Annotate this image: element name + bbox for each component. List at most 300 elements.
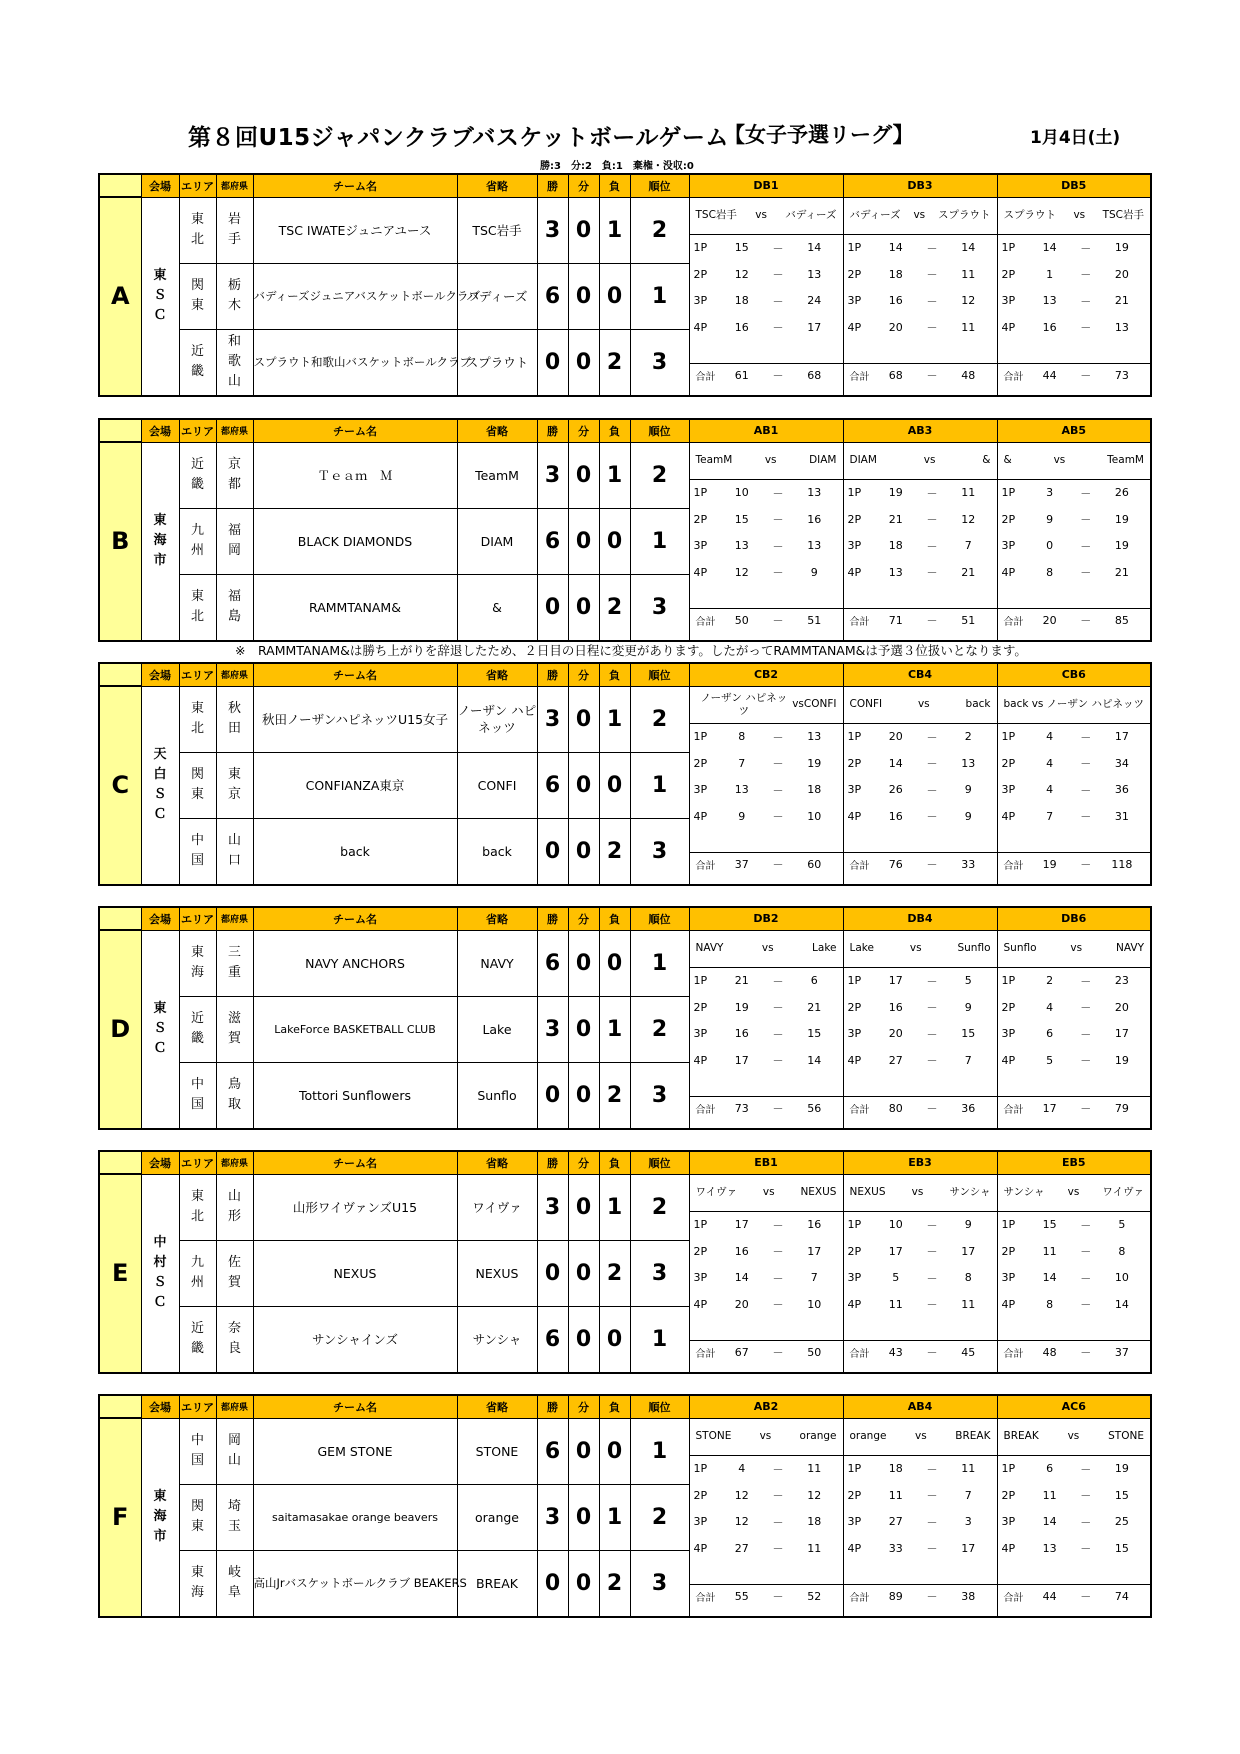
area-cell bbox=[179, 1550, 216, 1617]
standings-table bbox=[98, 418, 1152, 642]
match-matchup bbox=[844, 687, 997, 724]
score-dash: － bbox=[772, 566, 784, 580]
area-cell bbox=[179, 996, 216, 1062]
match-code: AB5 bbox=[997, 419, 1151, 442]
period-label: 3P bbox=[693, 294, 708, 308]
team-row bbox=[99, 197, 1151, 263]
score-dash: － bbox=[926, 1346, 938, 1359]
score-dash: － bbox=[1080, 1271, 1092, 1285]
total-label: 合計 bbox=[1003, 1592, 1024, 1604]
col-abbr: 省略 bbox=[457, 1395, 537, 1418]
pref-char: 滋 bbox=[227, 1011, 241, 1026]
pref-cell bbox=[216, 1174, 253, 1240]
score-dash: － bbox=[1080, 321, 1092, 335]
area-char: 関 bbox=[190, 278, 204, 293]
losses: 0 bbox=[599, 752, 630, 818]
match-matchup bbox=[690, 1175, 843, 1212]
home-period-score: 6 bbox=[1046, 1462, 1054, 1476]
losses: 1 bbox=[599, 1484, 630, 1550]
area-char: 関 bbox=[190, 1499, 204, 1514]
pref-char: 重 bbox=[227, 965, 241, 980]
match-away-team: NAVY bbox=[1116, 942, 1144, 954]
total-score-row bbox=[998, 363, 1151, 387]
period-score-row bbox=[998, 994, 1151, 1021]
match-away-team: & bbox=[982, 454, 991, 466]
event-date: 1月4日(土) bbox=[1030, 128, 1121, 148]
vs-label: vs bbox=[761, 942, 774, 954]
team-rank: 3 bbox=[630, 818, 689, 885]
away-period-score: 19 bbox=[1114, 1053, 1129, 1067]
area-char: 州 bbox=[190, 543, 204, 558]
team-abbr: orange bbox=[457, 1484, 537, 1550]
match-scorecard bbox=[689, 442, 843, 641]
period-score-row bbox=[998, 261, 1151, 288]
pref-char: 福 bbox=[227, 523, 241, 538]
period-score-row bbox=[690, 777, 843, 804]
draws: 0 bbox=[568, 752, 599, 818]
match-scorecard bbox=[689, 197, 843, 396]
away-period-score: 19 bbox=[1114, 1462, 1129, 1476]
period-score-row bbox=[844, 533, 997, 560]
period-score-row bbox=[844, 1535, 997, 1562]
away-period-score: 14 bbox=[807, 1053, 822, 1067]
period-score-row bbox=[844, 1047, 997, 1074]
col-win: 勝 bbox=[537, 907, 568, 930]
col-area: エリア bbox=[179, 419, 216, 442]
away-period-score: 5 bbox=[964, 974, 972, 988]
venue-char: 村 bbox=[153, 1255, 167, 1270]
team-name: back bbox=[253, 818, 457, 885]
away-period-score: 11 bbox=[961, 267, 976, 281]
home-period-score: 16 bbox=[888, 294, 903, 308]
vs-label: vs bbox=[915, 1430, 927, 1442]
team-rank: 2 bbox=[630, 1174, 689, 1240]
period-score-row bbox=[844, 968, 997, 995]
period-label: 4P bbox=[1001, 809, 1016, 823]
total-label: 合計 bbox=[1003, 1348, 1024, 1360]
wins: 6 bbox=[537, 508, 568, 574]
team-abbr: Lake bbox=[457, 996, 537, 1062]
period-label: 2P bbox=[693, 1488, 708, 1502]
wins: 0 bbox=[537, 818, 568, 885]
group-f-standings bbox=[98, 1394, 1150, 1618]
away-period-score: 21 bbox=[961, 565, 976, 579]
match-matchup bbox=[844, 931, 997, 968]
away-period-score: 10 bbox=[1114, 1271, 1129, 1285]
area-cell bbox=[179, 1484, 216, 1550]
col-win: 勝 bbox=[537, 174, 568, 197]
away-total-score: 36 bbox=[961, 1101, 976, 1115]
group-d-standings bbox=[98, 906, 1150, 1130]
area-char: 畿 bbox=[190, 364, 204, 379]
match-matchup bbox=[844, 1175, 997, 1212]
period-label: 2P bbox=[847, 756, 862, 770]
home-period-score: 17 bbox=[734, 1218, 749, 1232]
match-home-team: orange bbox=[849, 1430, 887, 1442]
match-home-team: back bbox=[1003, 698, 1029, 710]
score-dash: － bbox=[1080, 294, 1092, 308]
period-label: 3P bbox=[1001, 539, 1016, 553]
home-period-score: 16 bbox=[734, 1244, 749, 1258]
score-dash: － bbox=[926, 321, 938, 335]
away-period-score: 25 bbox=[1114, 1515, 1129, 1529]
away-period-score: 14 bbox=[807, 241, 822, 255]
home-period-score: 10 bbox=[888, 1218, 903, 1232]
home-period-score: 26 bbox=[888, 783, 903, 797]
score-dash: － bbox=[1080, 566, 1092, 580]
home-period-score: 14 bbox=[1042, 1515, 1057, 1529]
period-score-row bbox=[844, 803, 997, 830]
area-cell bbox=[179, 263, 216, 329]
pref-cell bbox=[216, 263, 253, 329]
match-scorecard bbox=[689, 686, 843, 885]
score-dash: － bbox=[926, 268, 938, 282]
score-dash: － bbox=[772, 1102, 784, 1115]
match-home-team: DIAM bbox=[849, 454, 877, 466]
match-code: AB1 bbox=[689, 419, 843, 442]
wins: 0 bbox=[537, 574, 568, 641]
home-period-score: 8 bbox=[738, 730, 746, 744]
venue-cell bbox=[141, 930, 179, 1129]
match-home-team: NEXUS bbox=[849, 1186, 886, 1198]
score-dash: － bbox=[772, 1218, 784, 1232]
match-code: CB2 bbox=[689, 663, 843, 686]
score-dash: － bbox=[772, 1489, 784, 1503]
venue-cell bbox=[141, 442, 179, 641]
draws: 0 bbox=[568, 686, 599, 752]
pref-char: 島 bbox=[227, 609, 241, 624]
team-rank: 1 bbox=[630, 508, 689, 574]
match-code: DB6 bbox=[997, 907, 1151, 930]
col-pref: 都府県 bbox=[216, 907, 253, 930]
home-period-score: 20 bbox=[888, 320, 903, 334]
home-total-score: 71 bbox=[888, 613, 903, 627]
score-dash: － bbox=[772, 974, 784, 988]
period-label: 1P bbox=[847, 1462, 862, 1476]
col-win: 勝 bbox=[537, 419, 568, 442]
away-total-score: 56 bbox=[807, 1101, 822, 1115]
team-abbr: スプラウト bbox=[457, 329, 537, 396]
pref-char: 山 bbox=[227, 833, 241, 848]
team-rank: 1 bbox=[630, 263, 689, 329]
period-label: 4P bbox=[847, 809, 862, 823]
period-label: 1P bbox=[847, 974, 862, 988]
team-name: CONFIANZA東京 bbox=[253, 752, 457, 818]
area-char: 関 bbox=[190, 767, 204, 782]
match-home-team: & bbox=[1003, 454, 1012, 466]
match-code: DB5 bbox=[997, 174, 1151, 197]
team-name: NAVY ANCHORS bbox=[253, 930, 457, 996]
score-dash: － bbox=[1080, 539, 1092, 553]
period-label: 1P bbox=[1001, 241, 1016, 255]
pref-cell bbox=[216, 442, 253, 508]
away-period-score: 21 bbox=[807, 1000, 822, 1014]
period-label: 1P bbox=[1001, 974, 1016, 988]
home-period-score: 15 bbox=[734, 241, 749, 255]
match-home-team: Sunflo bbox=[1003, 942, 1037, 954]
away-period-score: 24 bbox=[807, 294, 822, 308]
period-score-row bbox=[690, 1265, 843, 1292]
area-char: 北 bbox=[190, 609, 204, 624]
away-period-score: 17 bbox=[807, 1244, 822, 1258]
col-rank: 順位 bbox=[630, 419, 689, 442]
total-label: 合計 bbox=[849, 1348, 870, 1360]
pref-cell bbox=[216, 1062, 253, 1129]
col-team: チーム名 bbox=[253, 419, 457, 442]
area-cell bbox=[179, 197, 216, 263]
away-period-score: 14 bbox=[961, 241, 976, 255]
total-score-row bbox=[844, 852, 997, 876]
vs-label: vs bbox=[1067, 1186, 1080, 1198]
away-period-score: 20 bbox=[1114, 1000, 1129, 1014]
col-loss: 負 bbox=[599, 907, 630, 930]
match-home-team: Lake bbox=[849, 942, 874, 954]
area-char: 中 bbox=[190, 833, 204, 848]
col-team: チーム名 bbox=[253, 1151, 457, 1174]
period-label: 4P bbox=[847, 565, 862, 579]
match-scorecard bbox=[843, 1418, 997, 1617]
vs-label: vs bbox=[913, 209, 926, 221]
group-b-standings bbox=[98, 418, 1150, 642]
wins: 6 bbox=[537, 263, 568, 329]
home-period-score: 15 bbox=[1042, 1218, 1057, 1232]
period-score-row bbox=[998, 1265, 1151, 1292]
area-char: 畿 bbox=[190, 1341, 204, 1356]
period-score-row bbox=[998, 1291, 1151, 1318]
match-away-team: バディーズ bbox=[785, 209, 837, 221]
score-dash: － bbox=[926, 1001, 938, 1015]
venue-char: Ｃ bbox=[153, 1295, 167, 1310]
score-dash: － bbox=[1080, 810, 1092, 824]
period-label: 2P bbox=[1001, 512, 1016, 526]
period-label: 2P bbox=[693, 756, 708, 770]
score-dash: － bbox=[926, 1271, 938, 1285]
away-period-score: 19 bbox=[1114, 241, 1129, 255]
draws: 0 bbox=[568, 996, 599, 1062]
home-period-score: 33 bbox=[888, 1541, 903, 1555]
venue-char: Ｃ bbox=[153, 308, 167, 323]
period-score-row bbox=[998, 480, 1151, 507]
match-code: CB6 bbox=[997, 663, 1151, 686]
period-score-row bbox=[998, 506, 1151, 533]
period-score-row bbox=[844, 1291, 997, 1318]
period-label: 2P bbox=[847, 267, 862, 281]
away-total-score: 118 bbox=[1111, 857, 1133, 871]
away-period-score: 18 bbox=[807, 1515, 822, 1529]
area-cell bbox=[179, 442, 216, 508]
col-pref: 都府県 bbox=[216, 174, 253, 197]
pref-char: 京 bbox=[227, 457, 241, 472]
match-code: EB3 bbox=[843, 1151, 997, 1174]
period-score-row bbox=[690, 480, 843, 507]
home-period-score: 13 bbox=[734, 783, 749, 797]
col-team: チーム名 bbox=[253, 174, 457, 197]
pref-char: 良 bbox=[227, 1341, 241, 1356]
score-dash: － bbox=[926, 783, 938, 797]
venue-char: Ｓ bbox=[153, 1275, 167, 1290]
team-abbr: NEXUS bbox=[457, 1240, 537, 1306]
score-dash: － bbox=[1080, 1462, 1092, 1476]
period-score-row bbox=[998, 1047, 1151, 1074]
period-score-row bbox=[690, 1021, 843, 1048]
team-rank: 2 bbox=[630, 1484, 689, 1550]
vs-label: vs bbox=[762, 1186, 775, 1198]
period-label: 4P bbox=[1001, 1297, 1016, 1311]
pref-char: 岡 bbox=[227, 543, 241, 558]
home-period-score: 3 bbox=[1046, 486, 1054, 500]
team-rank: 1 bbox=[630, 1418, 689, 1484]
losses: 2 bbox=[599, 1550, 630, 1617]
match-matchup bbox=[998, 443, 1151, 480]
period-score-row bbox=[998, 968, 1151, 995]
away-period-score: 17 bbox=[807, 320, 822, 334]
away-period-score: 13 bbox=[807, 539, 822, 553]
period-score-row bbox=[690, 288, 843, 315]
match-away-team: スプラウト bbox=[937, 209, 991, 221]
pref-cell bbox=[216, 1306, 253, 1373]
score-dash: － bbox=[772, 1298, 784, 1312]
total-label: 合計 bbox=[849, 1592, 870, 1604]
match-home-team: BREAK bbox=[1003, 1430, 1039, 1442]
home-period-score: 0 bbox=[1046, 539, 1054, 553]
page-subtitle: 【女子予選リーグ】 bbox=[724, 123, 914, 147]
period-label: 2P bbox=[847, 512, 862, 526]
pref-cell bbox=[216, 818, 253, 885]
score-dash: － bbox=[1080, 614, 1092, 627]
match-scorecard bbox=[997, 197, 1151, 396]
team-name: saitamasakae orange beavers bbox=[253, 1484, 457, 1550]
period-label: 1P bbox=[1001, 1462, 1016, 1476]
period-label: 1P bbox=[847, 486, 862, 500]
away-period-score: 11 bbox=[961, 320, 976, 334]
team-name: GEM STONE bbox=[253, 1418, 457, 1484]
home-total-score: 17 bbox=[1042, 1101, 1057, 1115]
period-label: 2P bbox=[693, 1000, 708, 1014]
home-period-score: 18 bbox=[888, 267, 903, 281]
col-rank: 順位 bbox=[630, 663, 689, 686]
area-char: 近 bbox=[190, 1321, 204, 1336]
area-char: 東 bbox=[190, 212, 204, 227]
period-label: 4P bbox=[693, 1297, 708, 1311]
away-total-score: 38 bbox=[961, 1589, 976, 1603]
away-total-score: 73 bbox=[1114, 368, 1129, 382]
period-score-row bbox=[998, 288, 1151, 315]
home-period-score: 4 bbox=[1046, 730, 1054, 744]
period-score-row bbox=[998, 235, 1151, 262]
match-away-team: Lake bbox=[812, 942, 837, 954]
venue-char: Ｓ bbox=[153, 288, 167, 303]
period-label: 1P bbox=[1001, 486, 1016, 500]
score-dash: － bbox=[772, 513, 784, 527]
period-score-row bbox=[690, 1212, 843, 1239]
match-away-team: back bbox=[965, 698, 991, 710]
match-home-team: STONE bbox=[695, 1430, 732, 1442]
away-period-score: 11 bbox=[961, 486, 976, 500]
draws: 0 bbox=[568, 1484, 599, 1550]
away-period-score: 8 bbox=[964, 1271, 972, 1285]
team-abbr: back bbox=[457, 818, 537, 885]
venue-char: Ｃ bbox=[153, 807, 167, 822]
total-label: 合計 bbox=[695, 371, 716, 383]
total-score-row bbox=[998, 1096, 1151, 1120]
period-label: 1P bbox=[847, 1218, 862, 1232]
match-home-team: バディーズ bbox=[849, 209, 901, 221]
score-dash: － bbox=[926, 1027, 938, 1041]
area-cell bbox=[179, 574, 216, 641]
away-period-score: 12 bbox=[961, 294, 976, 308]
col-pref: 都府県 bbox=[216, 663, 253, 686]
withdrawal-note: ※ RAMMTANAM&は勝ち上がりを辞退したため、２日目の日程に変更があります。したがってRAMMTANAM&は予選３位扱いとなります。 bbox=[235, 643, 1027, 658]
home-period-score: 6 bbox=[1046, 1027, 1054, 1041]
team-name: 山形ワイヴァンズU15 bbox=[253, 1174, 457, 1240]
score-dash: － bbox=[772, 757, 784, 771]
col-area: エリア bbox=[179, 663, 216, 686]
away-total-score: 52 bbox=[807, 1589, 822, 1603]
team-row bbox=[99, 1174, 1151, 1240]
vs-label: vs bbox=[1053, 454, 1066, 466]
area-char: 東 bbox=[190, 589, 204, 604]
score-dash: － bbox=[772, 1515, 784, 1529]
team-rank: 3 bbox=[630, 1550, 689, 1617]
draws: 0 bbox=[568, 1418, 599, 1484]
total-label: 合計 bbox=[1003, 1104, 1024, 1116]
match-scorecard bbox=[997, 686, 1151, 885]
away-period-score: 19 bbox=[1114, 512, 1129, 526]
match-away-team: TSC岩手 bbox=[1102, 209, 1144, 221]
score-dash: － bbox=[772, 1245, 784, 1259]
pref-char: 山 bbox=[227, 1453, 241, 1468]
match-matchup bbox=[998, 931, 1151, 968]
score-dash: － bbox=[926, 730, 938, 744]
match-matchup bbox=[844, 198, 997, 235]
area-cell bbox=[179, 329, 216, 396]
losses: 1 bbox=[599, 996, 630, 1062]
match-home-team: サンシャ bbox=[1003, 1186, 1045, 1198]
draws: 0 bbox=[568, 442, 599, 508]
period-score-row bbox=[690, 724, 843, 751]
team-abbr: Sunflo bbox=[457, 1062, 537, 1129]
standings-table bbox=[98, 1150, 1152, 1374]
total-score-row bbox=[844, 608, 997, 632]
draws: 0 bbox=[568, 197, 599, 263]
area-char: 州 bbox=[190, 1275, 204, 1290]
match-matchup bbox=[844, 1419, 997, 1456]
away-period-score: 6 bbox=[810, 974, 818, 988]
pref-char: 賀 bbox=[227, 1031, 241, 1046]
home-total-score: 19 bbox=[1042, 857, 1057, 871]
home-total-score: 73 bbox=[734, 1101, 749, 1115]
col-rank: 順位 bbox=[630, 907, 689, 930]
away-period-score: 14 bbox=[1114, 1297, 1129, 1311]
away-period-score: 10 bbox=[807, 1297, 822, 1311]
period-score-row bbox=[844, 1021, 997, 1048]
home-period-score: 12 bbox=[734, 565, 749, 579]
home-total-score: 67 bbox=[734, 1345, 749, 1359]
area-char: 近 bbox=[190, 344, 204, 359]
score-dash: － bbox=[772, 1054, 784, 1068]
pref-char: 秋 bbox=[227, 701, 241, 716]
wins: 3 bbox=[537, 686, 568, 752]
group-letter: B bbox=[99, 442, 141, 641]
away-total-score: 48 bbox=[961, 368, 976, 382]
pref-char: 京 bbox=[227, 787, 241, 802]
period-label: 3P bbox=[693, 1027, 708, 1041]
header-row bbox=[99, 663, 1151, 686]
score-dash: － bbox=[1080, 268, 1092, 282]
match-home-team: TeamM bbox=[695, 454, 733, 466]
period-score-row bbox=[844, 314, 997, 341]
home-total-score: 37 bbox=[734, 857, 749, 871]
